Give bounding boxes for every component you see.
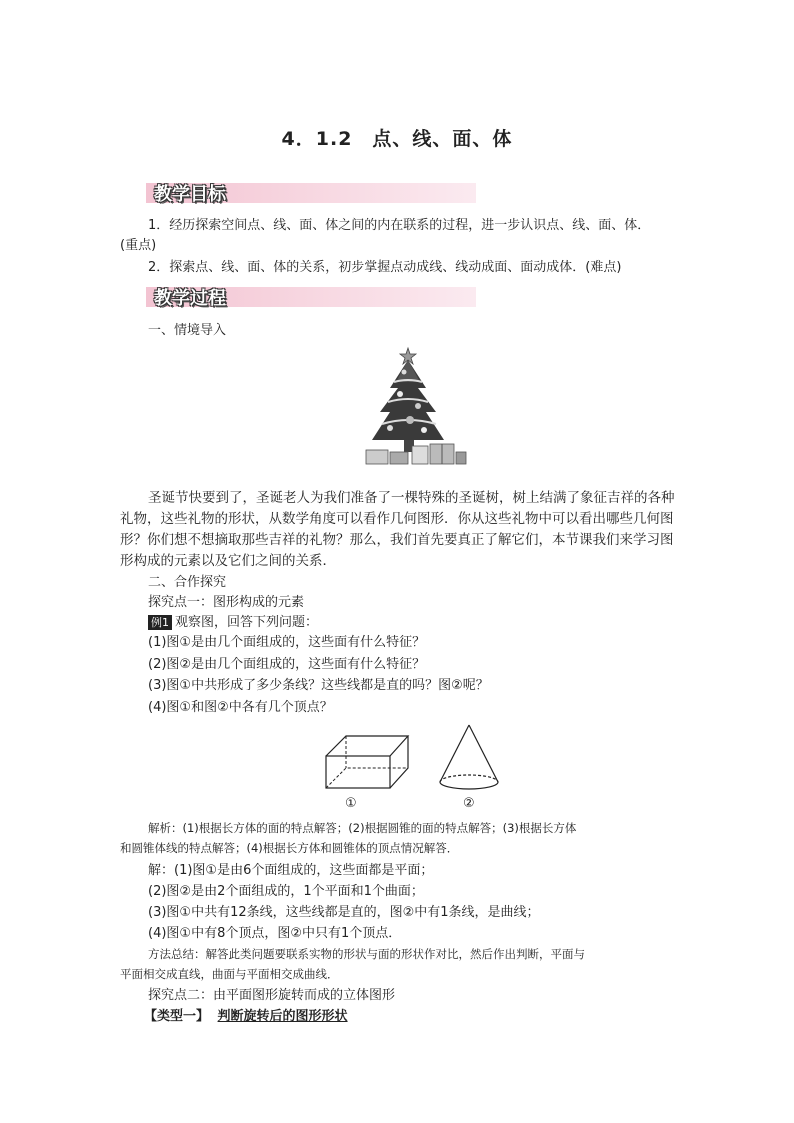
answer-item: (4)图①中有8个顶点，图②中只有1个顶点．	[148, 926, 402, 941]
section-banner-process	[146, 284, 476, 310]
question-item: (1)图①是由几个面组成的，这些面有什么特征？	[148, 635, 426, 650]
analysis-line: 和圆锥体线的特点解答；(4)根据长方体和圆锥体的顶点情况解答．	[120, 841, 459, 855]
question-item: (2)图②是由几个面组成的，这些面有什么特征？	[148, 657, 426, 672]
method-summary-line: 平面相交成直线，曲面与平面相交成曲线．	[120, 967, 339, 981]
example-badge: 例1	[148, 615, 172, 630]
objective-item: 1．经历探索空间点、线、面、体之间的内在联系的过程，进一步认识点、线、面、体．	[148, 218, 651, 233]
banner-label: 教学目标	[154, 184, 226, 205]
objective-item: (重点)	[120, 238, 157, 253]
answer-item: (3)图①中共有12条线，这些线都是直的，图②中有1条线，是曲线；	[148, 905, 540, 920]
christmas-tree-image	[360, 346, 470, 478]
section-banner-objectives	[146, 180, 476, 206]
example-text: 观察图，回答下列问题：	[175, 615, 319, 630]
explore-point-1: 探究点一：图形构成的元素	[148, 595, 305, 610]
question-item: (3)图①中共形成了多少条线？这些线都是直的吗？图②呢？	[148, 678, 489, 693]
answer-item: (2)图②是由2个面组成的，1个平面和1个曲面；	[148, 884, 424, 899]
banner-label: 教学过程	[154, 288, 226, 309]
subheading-intro: 一、情境导入	[148, 323, 227, 338]
type-title: 判断旋转后的图形形状	[217, 1009, 348, 1024]
analysis-line: 解析：(1)根据长方体的面的特点解答；(2)根据圆锥的面的特点解答；(3)根据长方体	[148, 821, 577, 835]
answer-item: 解：(1)图①是由6个面组成的，这些面都是平面；	[148, 863, 434, 878]
method-summary-line: 方法总结：解答此类问题要联系实物的形状与面的形状作对比，然后作出判断，平面与	[148, 947, 585, 961]
intro-paragraph: 圣诞节快要到了，圣诞老人为我们准备了一棵特殊的圣诞树，树上结满了象征吉祥的各种礼物，这些礼物的形状，从数学角度可以看作几何图形．你从这些礼物中可以看出哪些几何图形？你们想不想摘取那些吉祥的礼物？那么，我们首先要真正了解它们，本节课我们来学习图形构成的元素以及它们之间的关系．	[120, 490, 675, 569]
cuboid-figure	[322, 730, 414, 792]
page-title: 4．1.2 点、线、面、体	[281, 128, 513, 150]
example-line	[148, 613, 318, 632]
explore-point-2: 探究点二：由平面图形旋转而成的立体图形	[148, 988, 396, 1003]
figure-label-2: ②	[463, 796, 475, 811]
cone-figure	[436, 722, 502, 794]
question-item: (4)图①和图②中各有几个顶点？	[148, 700, 333, 715]
subheading-explore: 二、合作探究	[148, 575, 227, 590]
figure-label-1: ①	[345, 796, 357, 811]
type-label: 【类型一】	[144, 1009, 210, 1024]
objective-item: 2．探索点、线、面、体的关系，初步掌握点动成线、线动成面、面动成体．(难点)	[148, 260, 622, 275]
type-heading	[144, 1007, 348, 1026]
